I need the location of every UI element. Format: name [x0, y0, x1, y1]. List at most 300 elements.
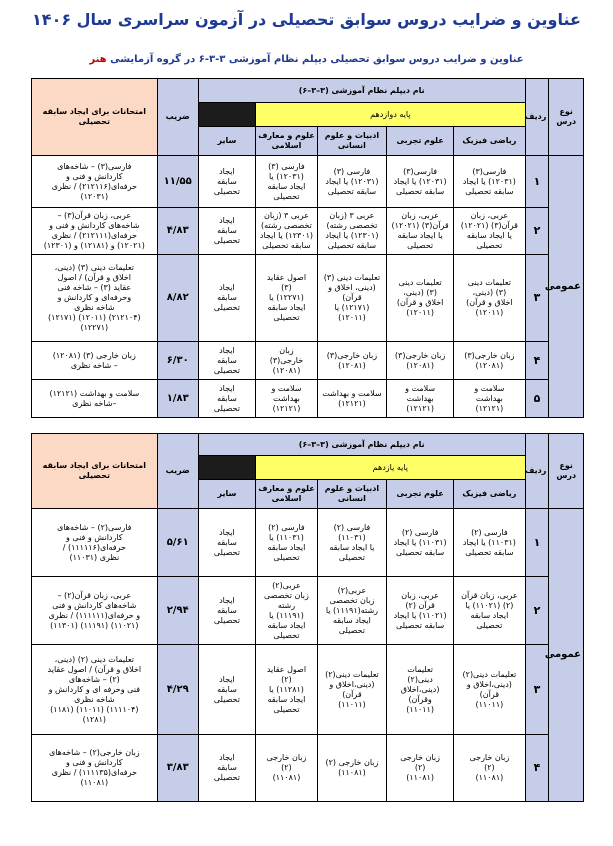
cell-line: تحصیلی — [273, 552, 300, 562]
course-isl-cell — [256, 342, 318, 380]
coefficient-cell: ۱/۸۳ — [157, 380, 198, 418]
course-math-cell — [454, 735, 525, 802]
table-row — [32, 577, 584, 645]
exams-cell — [32, 380, 158, 418]
cell-line: اصول عقاید — [266, 273, 307, 282]
cell-line: ایجاد — [219, 674, 235, 684]
cell-line: زبان خارجی — [469, 753, 510, 762]
course-exp-cell — [387, 645, 454, 735]
header-blank — [198, 456, 255, 480]
cell-line: ایجاد سابقه — [267, 694, 306, 704]
cell-line: قرآن(۳) (۱۲۰۲۱) — [460, 221, 518, 230]
course-hum-cell — [317, 645, 386, 735]
course-math-cell — [454, 577, 525, 645]
cell-line: زبان تخصصی — [329, 595, 375, 605]
row-number: ۴ — [525, 735, 549, 802]
header-coefficient: ضریب — [157, 434, 198, 509]
cell-line: عربی، زبان — [470, 211, 509, 220]
table-row — [32, 342, 584, 380]
cell-line: تعلیمات دینی — [467, 278, 511, 287]
cell-line: تخصصی رشته) — [326, 221, 378, 230]
cell-line: رشته — [277, 600, 296, 610]
cell-line: – شاخه نظری — [70, 360, 118, 370]
course-exp-cell — [387, 342, 454, 380]
header-row-number: ردیف — [525, 79, 549, 156]
cell-line: (۱۲۱۲۱) — [272, 403, 301, 413]
cell-line: (۱۱۰۲۱) (۱۱۱۹۱) (۱۱۳۰۱) — [50, 620, 139, 630]
cell-line: تعلیمات دینی — [398, 278, 442, 287]
coefficient-cell: ۱۱/۵۵ — [157, 156, 198, 208]
cell-line: فارسی (۲) — [471, 527, 508, 537]
cell-line: (۱۱۰۸۱) — [406, 773, 434, 782]
header-grade: پایه دوازدهم — [256, 103, 525, 127]
cell-line: سابقه تحصیلی — [262, 241, 311, 250]
course-exp-cell — [387, 380, 454, 418]
cell-line: (۱۲۰۲۱) و (۱۲۱۸۱) و (۱۲۳۰۱) — [43, 241, 145, 250]
cell-line: قرآن) — [479, 689, 500, 699]
cell-line: زبان خارجی(۲) – شاخه‌های — [48, 748, 140, 757]
cell-line: زبان تخصصی — [264, 590, 309, 600]
course-exp-cell — [387, 208, 454, 255]
coefficient-cell: ۵/۶۱ — [157, 509, 198, 577]
cell-line: (۱۲۰۳۱) یا — [268, 171, 304, 181]
cell-line: ایجاد — [219, 166, 235, 176]
cell-line: (۱۲۰۳۱) یا ایجاد — [325, 176, 379, 186]
header-diploma: نام دیپلم نظام آموزشی (۳–۳–۶) — [198, 434, 525, 456]
cell-line: حرفه‌ای(۲۱۲۱۱۱) / نظری — [51, 231, 137, 240]
course-exp-cell — [387, 156, 454, 208]
cell-line: تحصیلی — [213, 365, 240, 375]
header-row — [32, 434, 584, 456]
cell-line: (۱۱۲۸۱) یا — [268, 684, 304, 694]
exams-cell — [32, 255, 158, 342]
cell-line: (دینی،اخلاق و — [466, 679, 512, 689]
course-hum-cell — [317, 255, 386, 342]
course-other-cell — [198, 208, 255, 255]
cell-line: (۱۱۰۸۱) — [272, 773, 301, 782]
cell-line: یا ایجاد سابقه — [466, 231, 512, 240]
coefficient-cell: ۸/۸۲ — [157, 255, 198, 342]
cell-line: تحصیلی — [476, 620, 503, 630]
header-other: سایر — [198, 127, 255, 156]
cell-line: نظری (۱۱۰۳۱) — [69, 552, 120, 562]
subtitle-group: هنر — [89, 54, 107, 65]
cell-line: عربی، زبان قرآن(۲) – — [57, 590, 132, 600]
cell-line: تحصیلی — [476, 241, 503, 250]
cell-line: سلامت و — [271, 383, 302, 393]
course-other-cell — [198, 735, 255, 802]
cell-line: زبان خارجی(۳) — [394, 350, 446, 360]
cell-line: یا ایجاد سابقه — [397, 231, 443, 240]
cell-line: شاخه‌های کاردانش و فنی — [52, 600, 137, 610]
cell-line: ایجاد — [219, 753, 235, 762]
course-type: عمومی — [549, 156, 584, 418]
exams-cell — [32, 208, 158, 255]
course-isl-cell — [256, 208, 318, 255]
cell-line: ایجاد — [219, 345, 235, 355]
cell-line: (۱۲۸۱) — [82, 714, 107, 724]
row-number: ۱ — [525, 156, 549, 208]
cell-line: کاردانش و فنی و — [66, 171, 123, 181]
course-math-cell — [454, 342, 525, 380]
cell-line: اخلاق و قرآن) / اصول — [57, 273, 131, 282]
cell-line: تحصیلی — [338, 552, 365, 562]
cell-line: (۱۲۰۳۱) یا ایجاد — [462, 176, 516, 186]
coefficient-cell: ۴/۸۳ — [157, 208, 198, 255]
cell-line: ایجاد سابقه — [333, 615, 371, 625]
row-number: ۲ — [525, 577, 549, 645]
cell-line: وقرآن) — [408, 694, 432, 704]
cell-line: زبان خارجی — [400, 753, 441, 762]
cell-line: ایجاد — [219, 283, 235, 292]
cell-line: سابقه — [217, 176, 237, 186]
cell-line: تحصیلی — [213, 186, 240, 196]
cell-line: ایجاد — [219, 383, 235, 393]
cell-line: سلامت و — [474, 383, 505, 393]
course-other-cell — [198, 509, 255, 577]
exams-cell — [32, 577, 158, 645]
cell-line: ایجاد — [219, 216, 235, 225]
cell-line: (۲) — [281, 763, 292, 772]
row-number: ۳ — [525, 645, 549, 735]
cell-line: عربی(۲) — [272, 580, 301, 590]
page-title: عناوین و ضرایب دروس سوابق تحصیلی در آزمون سراسری سال ۱۴۰۶ — [32, 10, 581, 29]
header-type: نوع درس — [549, 434, 584, 509]
cell-line: عربی ۳ (زبان — [263, 211, 309, 220]
row-number: ۴ — [525, 342, 549, 380]
cell-line: زبان خارجی — [266, 753, 307, 762]
cell-line: (۱۱۰۳۱) یا ایجاد — [462, 537, 516, 547]
header-row — [32, 79, 584, 103]
table-row — [32, 156, 584, 208]
cell-line: (۱۲۰۱۱) — [475, 308, 504, 317]
cell-line: (۱۱۱۹۱) یا — [268, 610, 304, 620]
course-other-cell — [198, 577, 255, 645]
cell-line: کاردانش و فنی و — [66, 532, 123, 542]
course-math-cell — [454, 208, 525, 255]
coefficient-cell: ۶/۳۰ — [157, 342, 198, 380]
cell-line: ایجاد — [219, 527, 235, 537]
exams-cell — [32, 156, 158, 208]
cell-line: فارسی(۲) – شاخه‌های — [57, 522, 132, 532]
header-islamic: علوم و معارف اسلامی — [256, 480, 318, 509]
cell-line: تخصصی رشته) — [261, 221, 312, 230]
cell-line: (۱۱۰۱۱) — [338, 699, 366, 709]
cell-line: (۲) — [484, 763, 495, 772]
cell-line: (۳) — [281, 283, 292, 292]
header-humanities: ادبیات و علوم انسانی — [317, 480, 386, 509]
cell-line: فارسی(۳) — [403, 166, 438, 176]
exams-cell — [32, 735, 158, 802]
cell-line: تعلیمات دینی (۳) (دینی، — [54, 263, 134, 272]
row-number: ۳ — [525, 255, 549, 342]
cell-line: سلامت و — [405, 383, 436, 393]
cell-line: (۱۱۰۸۱) — [475, 773, 504, 782]
cell-line: فارسی(۳) — [472, 166, 507, 176]
cell-line: اخلاق و قرآن) / اصول عقاید — [47, 664, 142, 674]
cell-line: وحرفه‌ای و کاردانش و — [57, 293, 132, 302]
cell-line: (۱۲۳۰۱) یا ایجاد — [325, 231, 379, 240]
course-math-cell — [454, 509, 525, 577]
cell-line: –شاخه نظری — [72, 398, 117, 408]
course-isl-cell — [256, 380, 318, 418]
course-other-cell — [198, 380, 255, 418]
header-exams: امتحانات برای ایجاد سابقه تحصیلی — [32, 79, 158, 156]
cell-line: سابقه — [217, 226, 237, 235]
cell-line: سابقه تحصیلی — [395, 620, 445, 630]
row-number: ۵ — [525, 380, 549, 418]
course-isl-cell — [256, 509, 318, 577]
header-type: نوع درس — [549, 79, 584, 156]
header-islamic: علوم و معارف اسلامی — [256, 127, 318, 156]
cell-line: (۱۱۰۱۱) — [406, 704, 434, 714]
cell-line: رشته(۱۱۱۹۱) یا — [325, 605, 379, 615]
course-isl-cell — [256, 156, 318, 208]
cell-line: سابقه — [217, 393, 237, 403]
cell-line: زبان خارجی(۳) — [326, 350, 378, 360]
subtitle-text: عناوین و ضرایب دروس سوابق تحصیلی دیپلم نظام آموزشی ۳-۳-۶ در گروه آزمایشی — [110, 54, 524, 65]
cell-line: (۱۲۱۷۱) یا (۱۲۰۱۱) — [334, 303, 370, 322]
cell-line: تحصیلی — [213, 303, 240, 312]
coefficient-cell: ۳/۸۳ — [157, 735, 198, 802]
cell-line: فارسی(۳) – شاخه‌های — [57, 161, 132, 171]
cell-line: خارجی(۳) — [269, 355, 304, 365]
cell-line: (۲) – شاخه‌های — [68, 674, 120, 684]
course-type: عمومی — [549, 509, 584, 802]
cell-line: (۳) (دینی، — [403, 288, 437, 297]
cell-line: ایجاد سابقه — [267, 303, 306, 312]
header-exams: امتحانات برای ایجاد سابقه تحصیلی — [32, 434, 158, 509]
cell-line: (۳) (دینی، — [472, 288, 507, 297]
course-math-cell — [454, 380, 525, 418]
cell-line: یا ایجاد سابقه — [329, 542, 375, 552]
cell-line: حرفه‌ای(۱۱۱۱۱۶) / — [62, 542, 126, 552]
cell-line: شاخه نظری — [74, 303, 115, 312]
cell-line: (۱۱۰۸۱) — [338, 768, 366, 777]
cell-line: عربی ۳ (زبان — [329, 211, 375, 220]
cell-line: تحصیلی — [213, 694, 240, 704]
header-experimental: علوم تجربی — [387, 127, 454, 156]
course-other-cell — [198, 156, 255, 208]
cell-line: سابقه — [217, 605, 237, 615]
cell-line: ایجاد — [219, 595, 235, 605]
cell-line: سلامت و بهداشت — [322, 388, 382, 398]
cell-line: ایجاد سابقه — [267, 542, 306, 552]
cell-line: (۱۲۳۰۱) یا ایجاد — [259, 231, 313, 240]
exams-cell — [32, 509, 158, 577]
cell-line: تحصیلی — [338, 625, 365, 635]
course-exp-cell — [387, 577, 454, 645]
cell-line: ایجاد سابقه — [267, 620, 306, 630]
cell-line: (۱۲۰۸۱) — [475, 360, 504, 370]
page-subtitle — [0, 54, 613, 65]
cell-line: سابقه تحصیلی — [327, 186, 377, 196]
course-hum-cell — [317, 509, 386, 577]
cell-line: تعلیمات — [407, 664, 433, 674]
cell-line: عربی، زبان قرآن(۳) – — [57, 211, 132, 220]
cell-line: ایجاد سابقه — [470, 610, 509, 620]
cell-line: تعلیمات دینی(۲) — [325, 669, 379, 679]
cell-line: بهداشت — [273, 393, 300, 403]
cell-line: (۱۲۲۷۱) یا — [268, 293, 304, 302]
cell-line: سابقه — [217, 293, 237, 302]
coefficient-cell: ۲/۹۴ — [157, 577, 198, 645]
header-diploma: نام دیپلم نظام آموزشی (۳–۳–۶) — [198, 79, 525, 103]
cell-line: تحصیلی — [213, 403, 240, 413]
cell-line: قرآن) — [342, 689, 362, 699]
cell-line: ایجاد سابقه — [267, 181, 306, 191]
cell-line: تحصیلی — [213, 236, 240, 245]
course-exp-cell — [387, 255, 454, 342]
header-math: ریاضی فیزیک — [454, 480, 525, 509]
cell-line: (۱۲۱۲۱) — [475, 403, 504, 413]
cell-line: تحصیلی — [273, 704, 300, 714]
cell-line: اصول عقاید — [266, 664, 307, 674]
cell-line: (۱۱۰۳۱) یا — [268, 532, 304, 542]
cell-line: (۱۲۰۱۱) — [406, 308, 434, 317]
cell-line: (۱۲۰۳۱) یا ایجاد — [393, 176, 447, 186]
table-row — [32, 380, 584, 418]
cell-line: فارسی (۲) (۱۱۰۳۱) — [333, 522, 371, 542]
cell-line: تحصیلی — [407, 241, 434, 250]
cell-line: سابقه — [217, 537, 237, 547]
cell-line: عربی، زبان قرآن — [461, 590, 518, 600]
table-grade-12 — [31, 78, 584, 418]
cell-line: زبان خارجی (۲) — [325, 758, 379, 767]
cell-line: بهداشت — [475, 393, 503, 403]
cell-line: زبان — [279, 345, 294, 355]
cell-line: (۱۲۰۸۱) — [338, 360, 366, 370]
course-other-cell — [198, 342, 255, 380]
course-hum-cell — [317, 380, 386, 418]
table-row — [32, 208, 584, 255]
course-other-cell — [198, 255, 255, 342]
cell-line: تحصیلی — [213, 773, 240, 782]
table-row — [32, 645, 584, 735]
header-row-number: ردیف — [525, 434, 549, 509]
cell-line: فارسی (۳) — [268, 161, 305, 171]
cell-line: تحصیلی — [273, 191, 300, 201]
course-isl-cell — [256, 735, 318, 802]
cell-line: تحصیلی — [213, 615, 240, 625]
cell-line: (۲) — [414, 763, 426, 772]
cell-line: (۱۱۰۸۱) — [80, 778, 109, 787]
row-number: ۲ — [525, 208, 549, 255]
cell-line: (۱۲۱۲۱) — [338, 398, 366, 408]
cell-line: (دینی،اخلاق — [400, 684, 440, 694]
cell-line: دینی(۲) — [407, 674, 433, 684]
header-other: سایر — [198, 480, 255, 509]
cell-line: (۱۲۲۷۱) — [80, 323, 109, 332]
cell-line: (۱۱۰۱۱) — [475, 699, 504, 709]
cell-line: حرفه‌ای(۲۱۲۱۱۶) / نظری — [51, 181, 137, 191]
cell-line: (۲) (۱۱۰۲۱) یا — [465, 600, 514, 610]
cell-line: سابقه تحصیلی — [327, 241, 377, 250]
course-hum-cell — [317, 208, 386, 255]
cell-line: بهداشت — [406, 393, 434, 403]
cell-line: (۲) — [281, 674, 292, 684]
cell-line: (۱۱۱۱۰۴) (۱۱۰۱۱) (۱۱۸۱) — [50, 704, 139, 714]
table-row — [32, 255, 584, 342]
table-row — [32, 509, 584, 577]
cell-line: اخلاق و قرآن) — [466, 298, 513, 307]
cell-line: قرآن) — [342, 293, 362, 302]
cell-line: تعلیمات دینی (۲) (دینی، — [54, 654, 134, 664]
cell-line: سابقه — [217, 763, 237, 772]
cell-line: سابقه — [217, 355, 237, 365]
cell-line: قرآن(۳) (۱۲۰۲۱) — [391, 221, 449, 230]
cell-line: شاخه‌های کاردانش و فنی و — [49, 221, 140, 230]
exams-cell — [32, 645, 158, 735]
course-hum-cell — [317, 577, 386, 645]
course-exp-cell — [387, 735, 454, 802]
course-isl-cell — [256, 577, 318, 645]
coefficient-cell: ۴/۲۹ — [157, 645, 198, 735]
row-number: ۱ — [525, 509, 549, 577]
cell-line: (دینی، اخلاق و — [328, 283, 376, 292]
cell-line: شاخه نظری — [74, 694, 115, 704]
cell-line: سلامت و بهداشت (۱۲۱۲۱) — [49, 388, 140, 398]
header-humanities: ادبیات و علوم انسانی — [317, 127, 386, 156]
course-other-cell — [198, 645, 255, 735]
course-math-cell — [454, 255, 525, 342]
cell-line: تحصیلی — [273, 313, 300, 322]
cell-line: فارسی (۲) — [401, 527, 439, 537]
cell-line: قرآن (۲) — [405, 600, 435, 610]
course-hum-cell — [317, 735, 386, 802]
cell-line: سابقه تحصیلی — [395, 547, 445, 557]
cell-line: اخلاق و قرآن) — [396, 298, 444, 307]
cell-line: سابقه تحصیلی — [465, 186, 514, 196]
cell-line: (۱۲۰۸۱) — [406, 360, 434, 370]
cell-line: فارسی (۳) — [333, 166, 371, 176]
cell-line: (۱۱۰۲۱) یا ایجاد — [393, 610, 447, 620]
cell-line: تحصیلی — [213, 547, 240, 557]
cell-line: (۱۱۰۳۱) یا ایجاد — [393, 537, 447, 547]
header-grade: پایه یازدهم — [256, 456, 525, 480]
header-math: ریاضی فیزیک — [454, 127, 525, 156]
course-hum-cell — [317, 156, 386, 208]
cell-line: عربی، زبان — [401, 590, 439, 600]
course-math-cell — [454, 645, 525, 735]
cell-line: (۲۱۲۱۰۴) (۱۲۰۱۱) (۱۲۱۷۱) — [48, 313, 141, 322]
header-coefficient: ضریب — [157, 79, 198, 156]
cell-line: زبان خارجی (۳) (۱۲۰۸۱) — [52, 350, 136, 360]
cell-line: (۱۲۰۸۱) — [272, 365, 301, 375]
cell-line: سابقه تحصیلی — [395, 186, 445, 196]
cell-line: (دینی،اخلاق و — [329, 679, 375, 689]
cell-line: عقاید (۳) – شاخه فنی — [57, 283, 132, 292]
exams-cell — [32, 342, 158, 380]
course-math-cell — [454, 156, 525, 208]
cell-line: عربی(۲) — [337, 585, 367, 595]
course-exp-cell — [387, 509, 454, 577]
course-isl-cell — [256, 645, 318, 735]
cell-line: (۱۲۱۲۱) — [406, 403, 434, 413]
table-grade-11 — [31, 433, 584, 802]
cell-line: و حرفه‌ای(۱۱۱۱۱۱) / نظری — [48, 610, 141, 620]
cell-line: تحصیلی — [273, 630, 300, 640]
cell-line: فارسی (۲) — [268, 522, 305, 532]
cell-line: سابقه — [217, 684, 237, 694]
cell-line: تعلیمات دینی(۲) — [462, 669, 517, 679]
cell-line: حرفه‌ای(۱۱۱۱۳۵) / نظری — [51, 768, 137, 777]
course-isl-cell — [256, 255, 318, 342]
header-experimental: علوم تجربی — [387, 480, 454, 509]
cell-line: زبان خارجی(۳) — [464, 350, 515, 360]
cell-line: تعلیمات دینی (۳) — [323, 273, 381, 282]
header-blank — [198, 103, 255, 127]
